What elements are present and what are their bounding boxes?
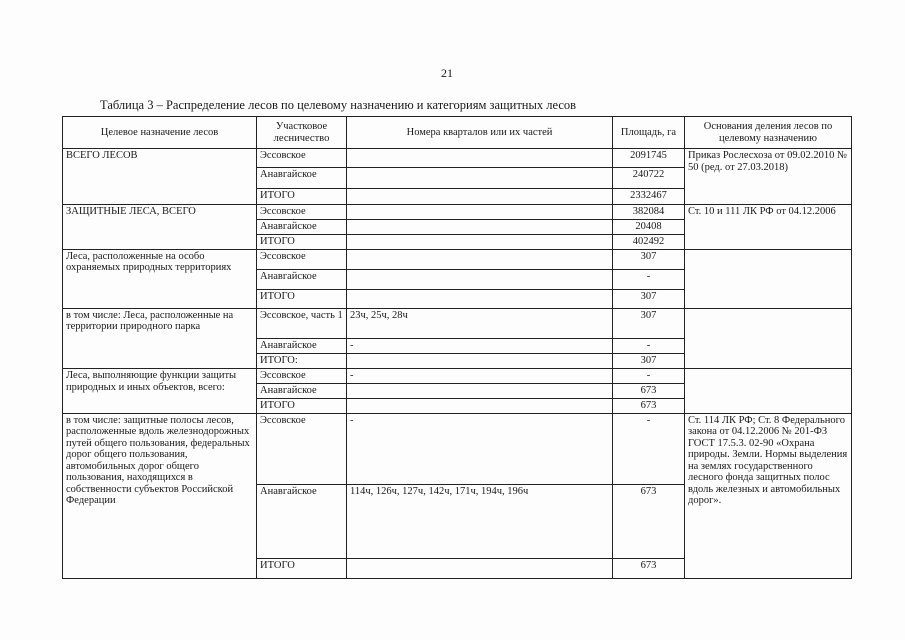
purpose-cell: ВСЕГО ЛЕСОВ bbox=[63, 149, 257, 205]
area-cell: - bbox=[613, 339, 685, 354]
quarters-cell bbox=[347, 270, 613, 290]
district-cell: Эссовское bbox=[257, 249, 347, 269]
district-cell: Эссовское bbox=[257, 205, 347, 220]
district-cell: Анавгайское bbox=[257, 383, 347, 398]
area-cell: 307 bbox=[613, 308, 685, 339]
purpose-cell: в том числе: защитные полосы лесов, расположенные вдоль железнодорожных путей общего пользования, федеральных дорог общего пользования, автомобильных дорог общего пользования, находящихся в собственности субъектов Российской Федерации bbox=[63, 413, 257, 578]
district-total-cell: ИТОГО bbox=[257, 398, 347, 413]
basis-cell bbox=[685, 369, 852, 414]
basis-cell bbox=[685, 249, 852, 308]
purpose-cell: в том числе: Леса, расположенные на территории природного парка bbox=[63, 308, 257, 368]
area-cell: 673 bbox=[613, 383, 685, 398]
area-cell: 240722 bbox=[613, 168, 685, 188]
quarters-cell bbox=[347, 249, 613, 269]
table-header-row bbox=[63, 117, 852, 149]
district-total-cell: ИТОГО: bbox=[257, 354, 347, 369]
area-cell: - bbox=[613, 369, 685, 384]
quarters-cell: - bbox=[347, 413, 613, 484]
quarters-cell bbox=[347, 234, 613, 249]
basis-cell: Ст. 114 ЛК РФ; Ст. 8 Федерального закона от 04.12.2006 № 201-ФЗ ГОСТ 17.5.3. 02-90 «Охрана природы. Земли. Нормы выделения на землях государственного лесного фонда защитных полос вдоль железных и автомобильных дорог». bbox=[685, 413, 852, 578]
district-total-cell: ИТОГО bbox=[257, 234, 347, 249]
area-total-cell: 673 bbox=[613, 558, 685, 578]
district-cell: Анавгайское bbox=[257, 270, 347, 290]
table-row bbox=[63, 249, 852, 269]
area-cell: 307 bbox=[613, 249, 685, 269]
area-total-cell: 2332467 bbox=[613, 188, 685, 204]
quarters-cell: - bbox=[347, 339, 613, 354]
district-total-cell: ИТОГО bbox=[257, 558, 347, 578]
district-cell: Анавгайское bbox=[257, 168, 347, 188]
table-row bbox=[63, 205, 852, 220]
page-number: 21 bbox=[441, 66, 453, 80]
quarters-cell bbox=[347, 354, 613, 369]
header-quarters: Номера кварталов или их частей bbox=[347, 117, 613, 149]
table-row bbox=[63, 369, 852, 384]
header-basis: Основания деления лесов по целевому назначению bbox=[685, 117, 852, 149]
header-purpose: Целевое назначение лесов bbox=[63, 117, 257, 149]
quarters-cell bbox=[347, 383, 613, 398]
forest-distribution-table bbox=[62, 116, 852, 579]
district-cell: Эссовское bbox=[257, 369, 347, 384]
quarters-cell bbox=[347, 558, 613, 578]
table-row bbox=[63, 413, 852, 484]
area-cell: 673 bbox=[613, 485, 685, 558]
quarters-cell bbox=[347, 188, 613, 204]
header-district: Участковое лесничество bbox=[257, 117, 347, 149]
area-cell: - bbox=[613, 270, 685, 290]
quarters-cell bbox=[347, 205, 613, 220]
quarters-cell: 114ч, 126ч, 127ч, 142ч, 171ч, 194ч, 196ч bbox=[347, 485, 613, 558]
area-total-cell: 307 bbox=[613, 290, 685, 308]
basis-cell bbox=[685, 308, 852, 368]
header-area: Площадь, га bbox=[613, 117, 685, 149]
area-total-cell: 402492 bbox=[613, 234, 685, 249]
quarters-cell bbox=[347, 149, 613, 168]
area-cell: 2091745 bbox=[613, 149, 685, 168]
area-cell: - bbox=[613, 413, 685, 484]
table-row bbox=[63, 149, 852, 168]
quarters-cell bbox=[347, 168, 613, 188]
district-cell: Эссовское bbox=[257, 149, 347, 168]
purpose-cell: Леса, выполняющие функции защиты природных и иных объектов, всего: bbox=[63, 369, 257, 414]
district-cell: Анавгайское bbox=[257, 339, 347, 354]
purpose-cell: ЗАЩИТНЫЕ ЛЕСА, ВСЕГО bbox=[63, 205, 257, 250]
area-total-cell: 307 bbox=[613, 354, 685, 369]
district-total-cell: ИТОГО bbox=[257, 290, 347, 308]
quarters-cell bbox=[347, 398, 613, 413]
table-caption: Таблица 3 – Распределение лесов по целевому назначению и категориям защитных лесов bbox=[100, 98, 577, 112]
quarters-cell: - bbox=[347, 369, 613, 384]
area-total-cell: 673 bbox=[613, 398, 685, 413]
district-total-cell: ИТОГО bbox=[257, 188, 347, 204]
area-cell: 20408 bbox=[613, 219, 685, 234]
table-row bbox=[63, 308, 852, 339]
district-cell: Эссовское, часть 1 bbox=[257, 308, 347, 339]
quarters-cell: 23ч, 25ч, 28ч bbox=[347, 308, 613, 339]
quarters-cell bbox=[347, 219, 613, 234]
basis-cell: Ст. 10 и 111 ЛК РФ от 04.12.2006 bbox=[685, 205, 852, 250]
district-cell: Эссовское bbox=[257, 413, 347, 484]
area-cell: 382084 bbox=[613, 205, 685, 220]
quarters-cell bbox=[347, 290, 613, 308]
district-cell: Анавгайское bbox=[257, 485, 347, 558]
basis-cell: Приказ Рослесхоза от 09.02.2010 № 50 (ред. от 27.03.2018) bbox=[685, 149, 852, 205]
purpose-cell: Леса, расположенные на особо охраняемых природных территориях bbox=[63, 249, 257, 308]
district-cell: Анавгайское bbox=[257, 219, 347, 234]
